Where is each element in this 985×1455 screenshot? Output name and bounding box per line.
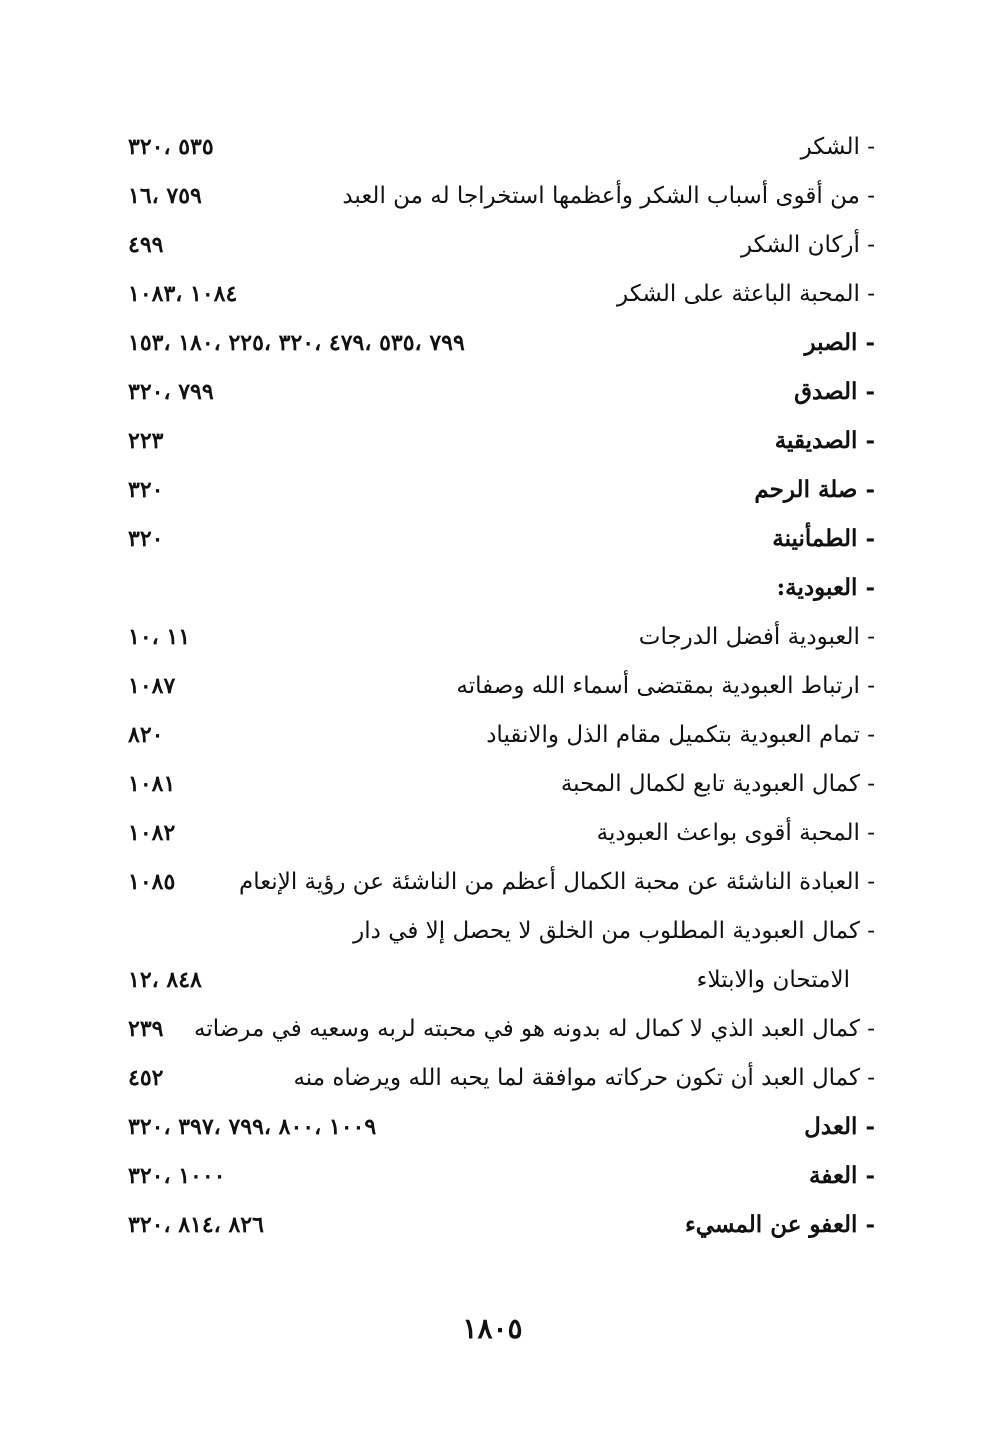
entry-term: - الصدق (794, 378, 875, 405)
entry-pages: ٢٢٣ (128, 428, 164, 454)
entry-term: - الصبر (804, 329, 875, 356)
entry-pages: ٧٩٩ ،٣٢٠ (128, 379, 214, 405)
index-entry (0, 123, 985, 172)
entry-term: - صلة الرحم (754, 476, 875, 503)
entry-term: - من أقوى أسباب الشكر وأعظمها استخراجا له من العبد (342, 183, 875, 209)
entry-term: الامتحان والابتلاء (696, 967, 850, 993)
index-entry (0, 1103, 985, 1152)
index-entry (0, 1005, 985, 1054)
entry-pages: ٣٢٠ (128, 477, 164, 503)
entry-pages: ٨٢٦ ،٨١٤ ،٣٢٠ (128, 1212, 264, 1238)
entry-pages: ٢٣٩ (128, 1016, 164, 1042)
entry-term: - ارتباط العبودية بمقتضى أسماء الله وصفاته (456, 673, 875, 699)
entry-pages: ٤٥٢ (128, 1065, 164, 1091)
entry-term: - كمال العبودية تابع لكمال المحبة (560, 771, 875, 797)
index-entry (0, 907, 985, 956)
entry-term: - العفو عن المسيء (684, 1211, 875, 1238)
entry-pages: ٥٣٥ ،٣٢٠ (128, 134, 214, 160)
entry-pages: ١٠٨٥ (128, 869, 176, 895)
index-entry (0, 319, 985, 368)
entry-pages: ٤٩٩ (128, 232, 164, 258)
entry-term: - العبادة الناشئة عن محبة الكمال أعظم من الناشئة عن رؤية الإنعام (238, 869, 875, 895)
entry-term: - أركان الشكر (740, 232, 875, 258)
index-entry (0, 172, 985, 221)
entry-pages: ٣٢٠ (128, 526, 164, 552)
entry-term: - المحبة الباعثة على الشكر (617, 281, 875, 307)
index-entry (0, 1201, 985, 1250)
index-entry (0, 1152, 985, 1201)
entry-pages: ١٠٠٩ ،٨٠٠ ،٧٩٩ ،٣٩٧ ،٣٢٠ (128, 1114, 377, 1140)
index-entry (0, 662, 985, 711)
index-entry (0, 368, 985, 417)
entry-term: - الطمأنينة (772, 525, 875, 552)
entry-pages: ١١ ،١٠ (128, 624, 191, 650)
entry-term: - الشكر (800, 134, 875, 160)
entry-term: - كمال العبد أن تكون حركاته موافقة لما يحبه الله ويرضاه منه (293, 1065, 875, 1091)
entry-pages: ٧٩٩ ،٥٣٥ ،٤٧٩ ،٣٢٠ ،٢٢٥ ،١٨٠ ،١٥٣ (128, 330, 465, 356)
entry-pages: ١٠٠٠ ،٣٢٠ (128, 1163, 226, 1189)
entry-pages: ١٠٨١ (128, 771, 176, 797)
page-number: ١٨٠٥ (462, 1312, 523, 1345)
entry-term: - المحبة أقوى بواعث العبودية (596, 820, 875, 846)
index-entry-continuation (0, 956, 985, 1005)
entry-term: - الصديقية (774, 427, 875, 454)
entry-term: - العدل (804, 1113, 875, 1140)
entry-term: - العفة (808, 1162, 875, 1189)
subject-index-list (0, 123, 985, 1250)
entry-term: - العبودية أفضل الدرجات (638, 624, 875, 650)
entry-pages: ١٠٨٤ ،١٠٨٣ (128, 281, 238, 307)
entry-pages: ٨٢٠ (128, 722, 164, 748)
index-entry (0, 809, 985, 858)
entry-term: - كمال العبودية المطلوب من الخلق لا يحصل إلا في دار (353, 918, 875, 944)
entry-pages: ٨٤٨ ،١٢ (128, 967, 202, 993)
index-entry (0, 466, 985, 515)
index-entry (0, 613, 985, 662)
entry-pages: ١٠٨٢ (128, 820, 176, 846)
entry-term: - العبودية: (776, 574, 875, 601)
index-entry (0, 760, 985, 809)
index-entry (0, 270, 985, 319)
index-entry (0, 417, 985, 466)
index-entry (0, 221, 985, 270)
index-section-heading (0, 564, 985, 613)
entry-pages: ٧٥٩ ،١٦ (128, 183, 202, 209)
index-entry (0, 1054, 985, 1103)
index-entry (0, 515, 985, 564)
index-entry (0, 858, 985, 907)
entry-pages: ١٠٨٧ (128, 673, 176, 699)
entry-term: - تمام العبودية بتكميل مقام الذل والانقياد (486, 722, 875, 748)
index-entry (0, 711, 985, 760)
entry-term: - كمال العبد الذي لا كمال له بدونه هو في محبته لربه وسعيه في مرضاته (194, 1016, 875, 1042)
